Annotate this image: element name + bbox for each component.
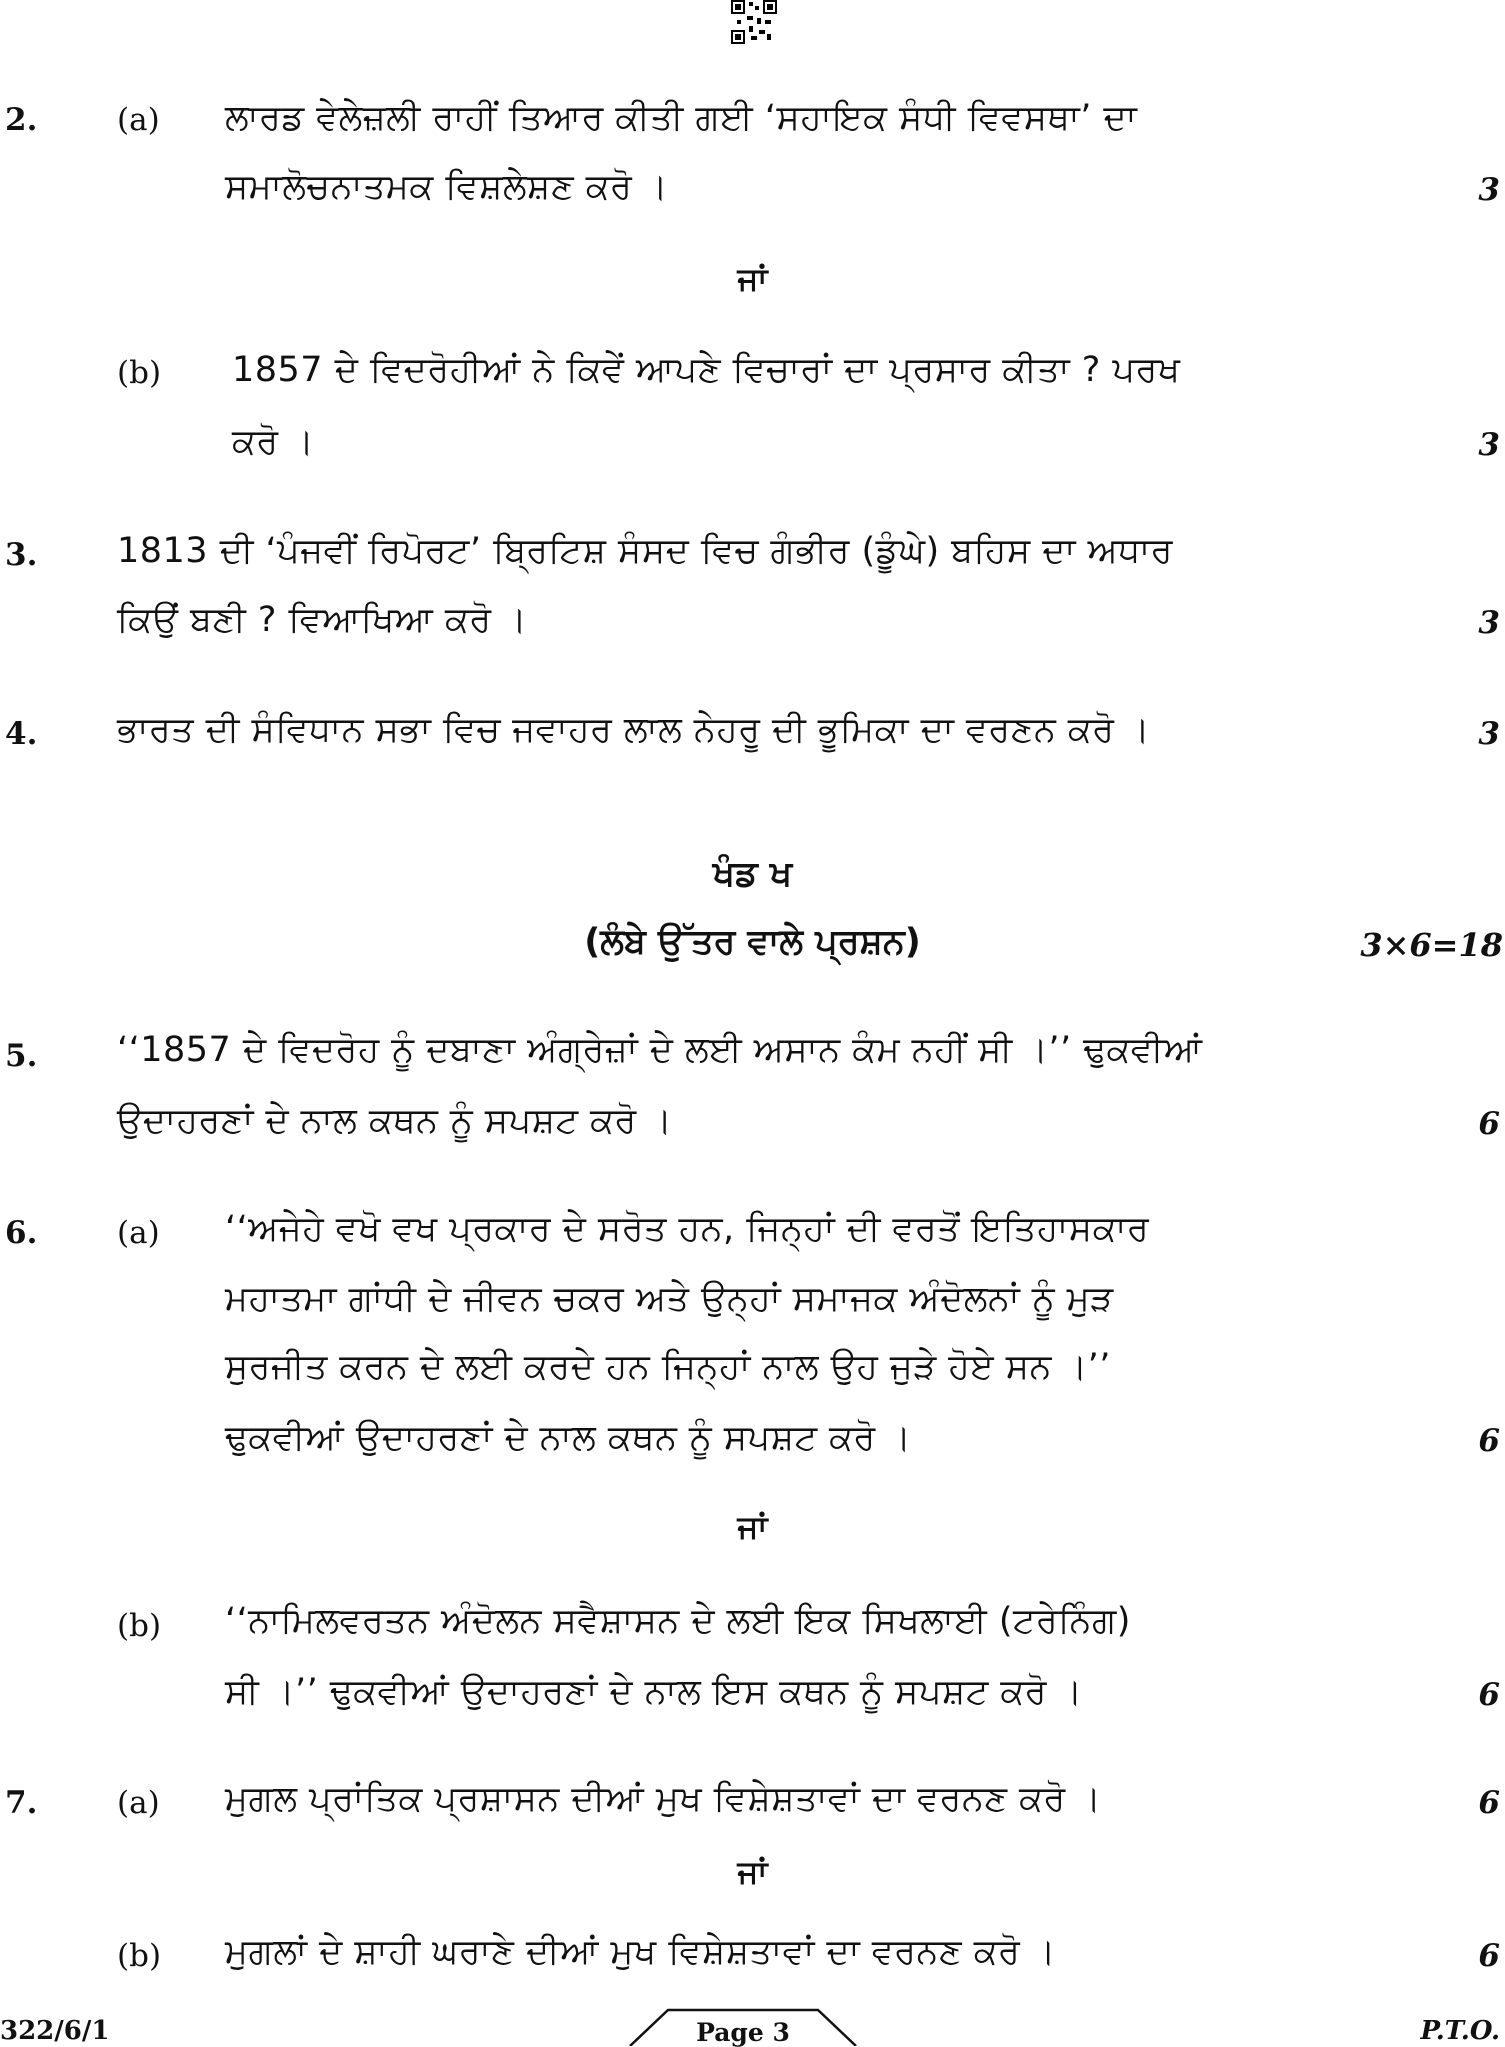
question-text-line: ‘‘1857 ਦੇ ਵਿਦਰੋਹ ਨੂੰ ਦਬਾਣਾ ਅੰਗ੍ਰੇਜ਼ਾਂ ਦੇ ਲਈ ਅਸਾਨ ਕੰਮ ਨਹੀਂ ਸੀ ।’’ ਢੁਕਵੀਆਂ bbox=[117, 1030, 1203, 1070]
question-text-line: ‘‘ਅਜੇਹੇ ਵਖੋ ਵਖ ਪ੍ਰਕਾਰ ਦੇ ਸਰੋਤ ਹਨ, ਜਿਨ੍ਹਾਂ ਦੀ ਵਰਤੋਂ ਇਤਿਹਾਸਕਾਰ bbox=[225, 1209, 1150, 1249]
marks-label: 3 bbox=[1478, 427, 1500, 463]
question-text-line: 1857 ਦੇ ਵਿਦਰੋਹੀਆਂ ਨੇ ਕਿਵੇਂ ਆਪਣੇ ਵਿਚਾਰਾਂ ਦਾ ਪ੍ਰਸਾਰ ਕੀਤਾ ? ਪਰਖ bbox=[232, 350, 1181, 390]
question-text-line: ਮੁਗਲ ਪ੍ਰਾਂਤਿਕ ਪ੍ਰਸ਼ਾਸਨ ਦੀਆਂ ਮੁਖ ਵਿਸ਼ੇਸ਼ਤਾਵਾਂ ਦਾ ਵਰਨਣ ਕਰੋ । bbox=[225, 1779, 1102, 1819]
section-title: ਖੰਡ ਖ bbox=[712, 854, 793, 894]
question-number: 5. bbox=[5, 1038, 38, 1074]
marks-label: 6 bbox=[1478, 1423, 1500, 1459]
question-text-line: ਉਦਾਹਰਣਾਂ ਦੇ ਨਾਲ ਕਥਨ ਨੂੰ ਸਪਸ਼ਟ ਕਰੋ । bbox=[117, 1101, 673, 1141]
section-marks: 3×6=18 bbox=[1360, 926, 1503, 964]
marks-label: 6 bbox=[1478, 1785, 1500, 1821]
question-text-line: ਸੁਰਜੀਤ ਕਰਨ ਦੇ ਲਈ ਕਰਦੇ ਹਨ ਜਿਨ੍ਹਾਂ ਨਾਲ ਉਹ ਜੁੜੇ ਹੋਏ ਸਨ ।’’ bbox=[225, 1347, 1111, 1387]
subpart-label: (b) bbox=[117, 1608, 162, 1644]
marks-label: 3 bbox=[1478, 172, 1500, 208]
subpart-label: (b) bbox=[117, 355, 162, 391]
or-divider: ਜਾਂ bbox=[737, 1853, 768, 1891]
question-number: 3. bbox=[5, 537, 38, 573]
question-text-line: ਸੀ ।’’ ਢੁਕਵੀਆਂ ਉਦਾਹਰਣਾਂ ਦੇ ਨਾਲ ਇਸ ਕਥਨ ਨੂੰ ਸਪਸ਼ਟ ਕਰੋ । bbox=[225, 1672, 1083, 1712]
or-divider: ਜਾਂ bbox=[737, 1508, 768, 1546]
question-text-line: ਢੁਕਵੀਆਂ ਉਦਾਹਰਣਾਂ ਦੇ ਨਾਲ ਕਥਨ ਨੂੰ ਸਪਸ਼ਟ ਕਰੋ । bbox=[225, 1418, 912, 1458]
pto-label: P.T.O. bbox=[1420, 2016, 1500, 2046]
subpart-label: (b) bbox=[117, 1938, 162, 1974]
question-text-line: ਲਾਰਡ ਵੇਲੇਜ਼ਲੀ ਰਾਹੀਂ ਤਿਆਰ ਕੀਤੀ ਗਈ ‘ਸਹਾਇਕ ਸੰਧੀ ਵਿਵਸਥਾ’ ਦਾ bbox=[225, 98, 1138, 138]
marks-label: 3 bbox=[1478, 716, 1500, 752]
page-number: Page 3 bbox=[696, 2018, 790, 2047]
or-divider: ਜਾਂ bbox=[737, 260, 768, 298]
question-text-line: ਕਰੋ । bbox=[232, 422, 315, 462]
question-text-line: ਸਮਾਲੋਚਨਾਤਮਕ ਵਿਸ਼ਲੇਸ਼ਣ ਕਰੋ । bbox=[225, 167, 669, 207]
paper-code: 322/6/1 bbox=[0, 2016, 110, 2046]
question-number: 4. bbox=[5, 716, 38, 752]
subpart-label: (a) bbox=[117, 102, 160, 138]
question-number: 7. bbox=[5, 1785, 38, 1821]
question-number: 6. bbox=[5, 1215, 38, 1251]
marks-label: 6 bbox=[1478, 1106, 1500, 1142]
subpart-label: (a) bbox=[117, 1785, 160, 1821]
question-number: 2. bbox=[5, 102, 38, 138]
marks-label: 3 bbox=[1478, 605, 1500, 641]
question-text-line: ਭਾਰਤ ਦੀ ਸੰਵਿਧਾਨ ਸਭਾ ਵਿਚ ਜਵਾਹਰ ਲਾਲ ਨੇਹਰੂ ਦੀ ਭੂਮਿਕਾ ਦਾ ਵਰਣਨ ਕਰੋ । bbox=[117, 710, 1151, 750]
subpart-label: (a) bbox=[117, 1215, 160, 1251]
qr-code-icon bbox=[731, 0, 777, 44]
question-text-line: ਮੁਗਲਾਂ ਦੇ ਸ਼ਾਹੀ ਘਰਾਣੇ ਦੀਆਂ ਮੁਖ ਵਿਸ਼ੇਸ਼ਤਾਵਾਂ ਦਾ ਵਰਨਣ ਕਰੋ । bbox=[225, 1932, 1057, 1972]
marks-label: 6 bbox=[1478, 1938, 1500, 1974]
page-number-tab bbox=[628, 2006, 858, 2046]
section-subtitle: (ਲੰਬੇ ਉੱਤਰ ਵਾਲੇ ਪ੍ਰਸ਼ਨ) bbox=[584, 922, 921, 962]
question-text-line: 1813 ਦੀ ‘ਪੰਜਵੀਂ ਰਿਪੋਰਟ’ ਬ੍ਰਿਟਿਸ਼ ਸੰਸਦ ਵਿਚ ਗੰਭੀਰ (ਡੂੰਘੇ) ਬਹਿਸ ਦਾ ਅਧਾਰ bbox=[117, 531, 1173, 571]
question-text-line: ਮਹਾਤਮਾ ਗਾਂਧੀ ਦੇ ਜੀਵਨ ਚਕਰ ਅਤੇ ਉਨ੍ਹਾਂ ਸਮਾਜਕ ਅੰਦੋਲਨਾਂ ਨੂੰ ਮੁੜ bbox=[225, 1279, 1114, 1319]
question-text-line: ‘‘ਨਾਮਿਲਵਰਤਨ ਅੰਦੋਲਨ ਸਵੈਸ਼ਾਸਨ ਦੇ ਲਈ ਇਕ ਸਿਖਲਾਈ (ਟਰੇਨਿੰਗ) bbox=[225, 1601, 1131, 1641]
marks-label: 6 bbox=[1478, 1677, 1500, 1713]
question-text-line: ਕਿਉਂ ਬਣੀ ? ਵਿਆਖਿਆ ਕਰੋ । bbox=[117, 600, 528, 640]
